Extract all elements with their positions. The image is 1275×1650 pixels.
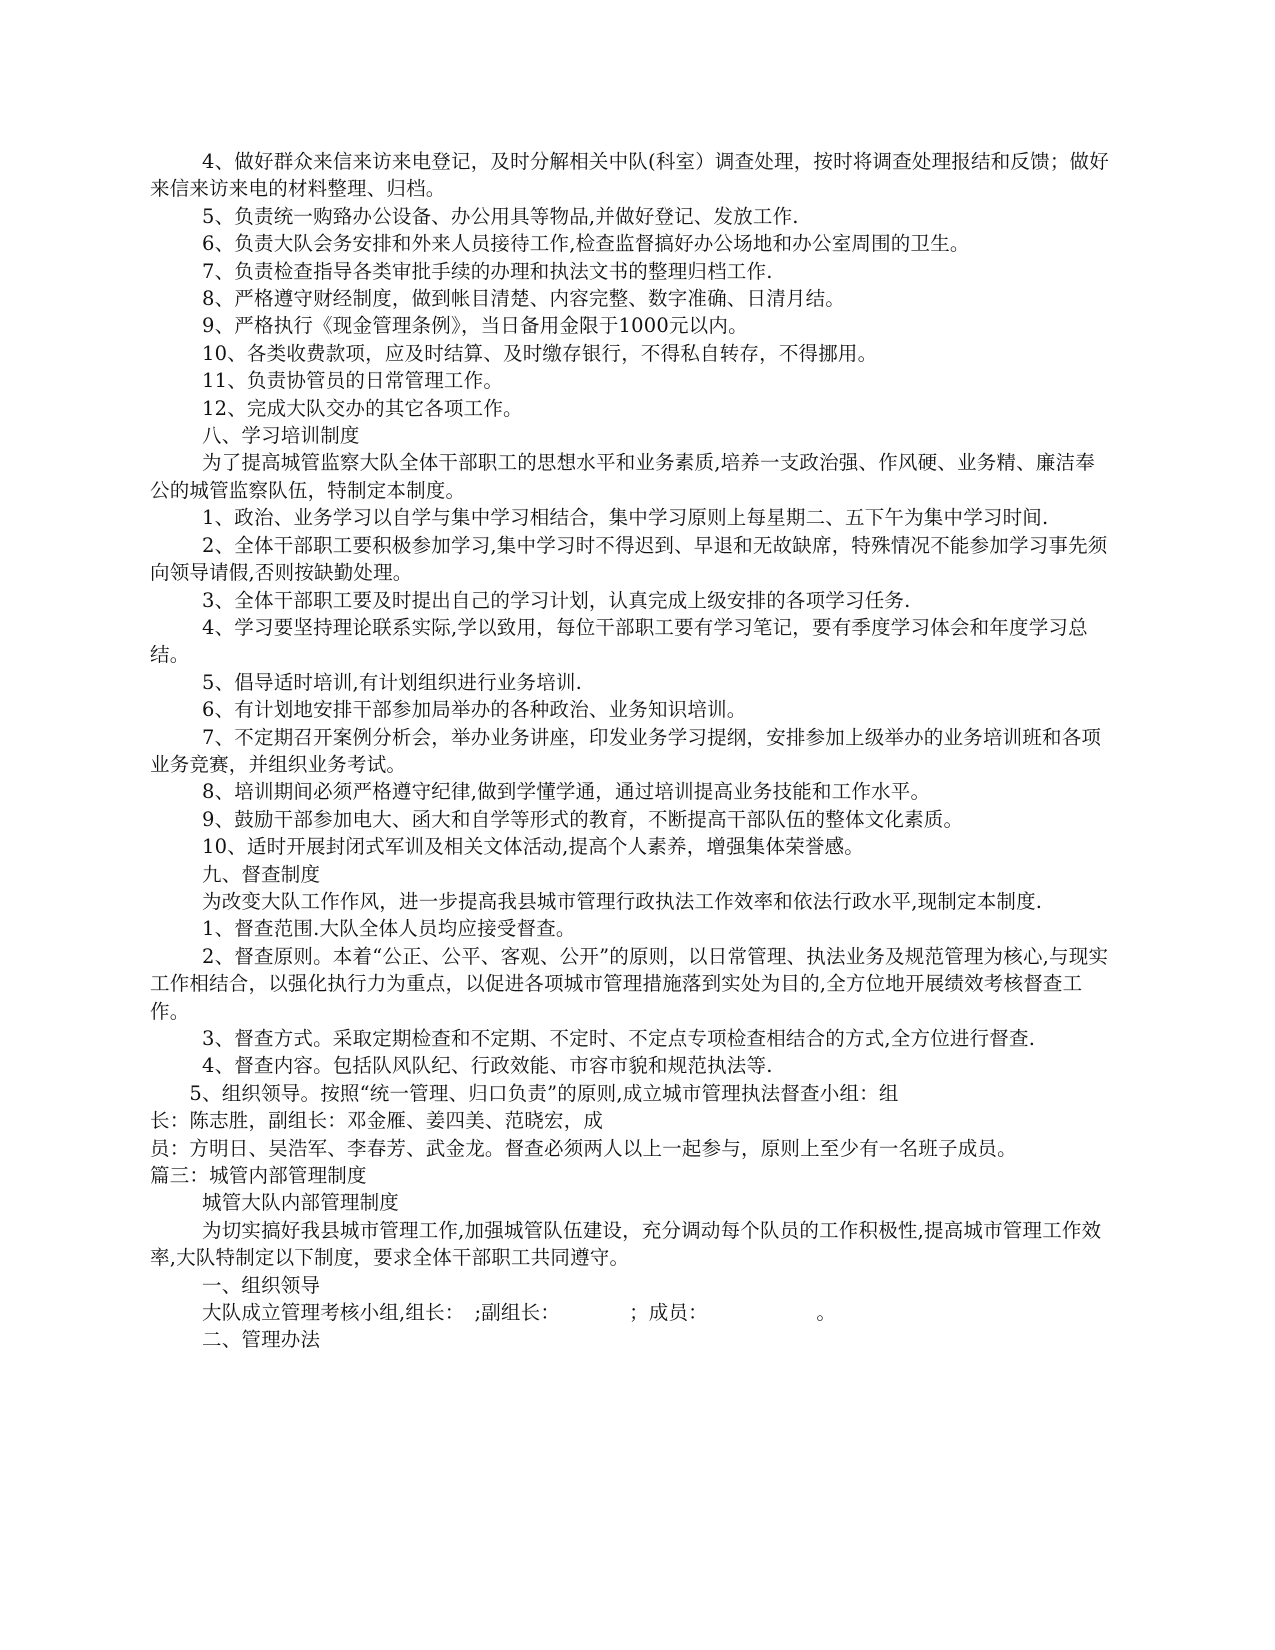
paragraph: 11、负责协管员的日常管理工作。 (202, 369, 504, 393)
paragraph: 8、培训期间必须严格遵守纪律,做到学懂学通，通过培训提高业务技能和工作水平。 (202, 780, 931, 804)
paragraph: 4、督查内容。包括队风队纪、行政效能、市容市貌和规范执法等. (202, 1054, 773, 1078)
paragraph: 7、不定期召开案例分析会，举办业务讲座，印发业务学习提纲，安排参加上级举办的业务培训班和各项业务竞赛，并组织业务考试。 (150, 725, 1102, 776)
paragraph: 2、督查原则。本着“公正、公平、客观、公开”的原则，以日常管理、执法业务及规范管理为核心,与现实工作相结合，以强化执行力为重点，以促进各项城市管理措施落到实处为目的,全方位地开展绩效考核督查工作。 (150, 944, 1109, 1023)
section-heading: 二、管理办法 (202, 1328, 321, 1352)
paragraph: 4、学习要坚持理论联系实际,学以致用，每位干部职工要有学习笔记，要有季度学习体会和年度学习总结。 (150, 615, 1088, 667)
paragraph: 5、负责统一购臵办公设备、办公用具等物品,并做好登记、发放工作. (202, 204, 799, 228)
paragraph: 1、督查范围.大队全体人员均应接受督查。 (202, 917, 576, 941)
document-title: 城管大队内部管理制度 (202, 1191, 400, 1215)
paragraph: 6、有计划地安排干部参加局举办的各种政治、业务知识培训。 (202, 698, 747, 722)
paragraph: 2、全体干部职工要积极参加学习,集中学习时不得迟到、早退和无故缺席，特殊情况不能参加学习事先须向领导请假,否则按缺勤处理。 (150, 533, 1108, 585)
paragraph: 大队成立管理考核小组,组长： ;副组长： ；成员： 。 (202, 1301, 837, 1325)
paragraph: 为改变大队工作作风，进一步提高我县城市管理行政执法工作效率和依法行政水平,现制定本制度. (202, 889, 1043, 913)
paragraph: 7、负责检查指导各类审批手续的办理和执法文书的整理归档工作. (202, 259, 773, 283)
text-line: 5、组织领导。按照“统一管理、归口负责”的原则,成立城市管理执法督查小组：组 (150, 1081, 899, 1105)
paragraph: 9、严格执行《现金管理条例》，当日备用金限于1000元以内。 (202, 314, 748, 338)
paragraph: 10、适时开展封闭式军训及相关文体活动,提高个人素养，增强集体荣誉感。 (202, 835, 865, 859)
paragraph: 1、政治、业务学习以自学与集中学习相结合，集中学习原则上每星期二、五下午为集中学习时间. (202, 506, 1049, 530)
text-line: 员：方明日、吴浩军、李春芳、武金龙。督查必须两人以上一起参与，原则上至少有一名班子成员。 (150, 1136, 1017, 1160)
text-line: 长：陈志胜，副组长：邓金雁、姜四美、范晓宏，成 (150, 1109, 604, 1133)
paragraph: 为了提高城管监察大队全体干部职工的思想水平和业务素质,培养一支政治强、作风硬、业务精、廉洁奉公的城管监察队伍，特制定本制度。 (150, 451, 1095, 502)
paragraph: 10、各类收费款项，应及时结算、及时缴存银行，不得私自转存，不得挪用。 (202, 341, 878, 365)
paragraph: 为切实搞好我县城市管理工作,加强城管队伍建设，充分调动每个队员的工作积极性,提高城市管理工作效率,大队特制定以下制度，要求全体干部职工共同遵守。 (150, 1218, 1102, 1270)
paragraph: 12、完成大队交办的其它各项工作。 (202, 396, 523, 420)
section-heading: 一、组织领导 (202, 1273, 321, 1297)
paragraph: 3、全体干部职工要及时提出自己的学习计划，认真完成上级安排的各项学习任务. (202, 588, 911, 612)
paragraph: 3、督查方式。采取定期检查和不定期、不定时、不定点专项检查相结合的方式,全方位进行督查. (202, 1027, 1036, 1050)
paragraph: 8、严格遵守财经制度，做到帐目清楚、内容完整、数字准确、日清月结。 (202, 287, 846, 311)
group-leadership-paragraph (150, 1080, 1110, 1162)
paragraph: 9、鼓励干部参加电大、函大和自学等形式的教育，不断提高干部队伍的整体文化素质。 (202, 807, 964, 831)
paragraph: 5、倡导适时培训,有计划组织进行业务培训. (202, 670, 583, 694)
paragraph: 6、负责大队会务安排和外来人员接待工作,检查监督搞好办公场地和办公室周围的卫生。 (202, 232, 970, 256)
section-heading: 九、督查制度 (202, 862, 321, 886)
paragraph: 4、做好群众来信来访来电登记，及时分解相关中队(科室）调查处理，按时将调查处理报结和反馈；做好来信来访来电的材料整理、归档。 (150, 150, 1109, 201)
document-body (150, 148, 1110, 1354)
section-heading: 八、学习培训制度 (202, 424, 360, 448)
chapter-heading: 篇三：城管内部管理制度 (150, 1164, 367, 1188)
